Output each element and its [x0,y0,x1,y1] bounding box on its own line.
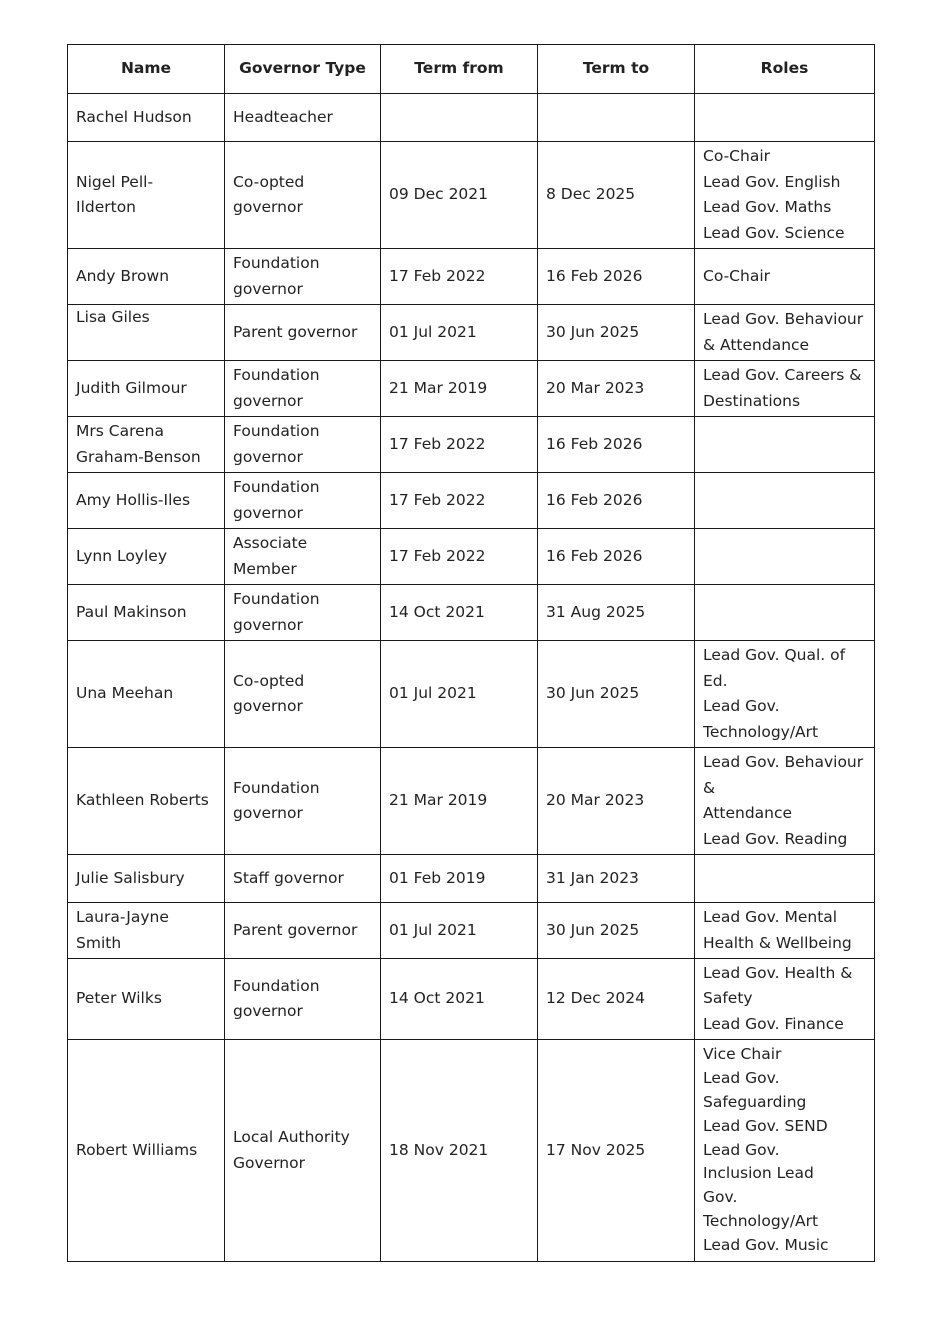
cell-name-line: Robert Williams [76,1140,198,1159]
cell-name-line: Peter Wilks [76,989,162,1008]
cell-roles [695,748,875,855]
cell-roles [695,529,875,585]
cell-term-to: 30 Jun 2025 [538,903,695,959]
cell-governor-type-line: Foundation [233,778,320,797]
cell-roles [695,473,875,529]
cell-roles-line: Gov. [703,1188,738,1207]
cell-name [68,641,225,748]
cell-name-line: Rachel Hudson [76,107,192,126]
cell-governor-type-line: Local Authority [233,1128,350,1146]
cell-name [68,361,225,417]
cell-governor-type-line: Foundation [233,478,320,496]
cell-governor-type-line: Foundation [233,422,320,440]
table-row [68,1040,875,1262]
cell-governor-type-line: Governor [233,1153,305,1172]
cell-roles-line: Inclusion Lead [703,1164,814,1183]
cell-governor-type-line: Co-opted [233,671,305,690]
cell-roles [695,585,875,641]
cell-governor-type-line: governor [233,391,303,410]
table-row [68,305,875,361]
cell-roles [695,94,875,142]
cell-term-from: 21 Mar 2019 [381,748,538,855]
cell-roles-line: Vice Chair [703,1045,782,1064]
table-row [68,529,875,585]
cell-term-from: 01 Jul 2021 [381,305,538,361]
cell-name [68,417,225,473]
cell-name [68,305,225,361]
cell-governor-type-line: Parent governor [233,322,358,341]
table-row [68,142,875,249]
header-governor-type: Governor Type [225,45,381,94]
header-term-to: Term to [538,45,695,94]
cell-name-line: Lisa Giles [76,308,150,326]
cell-term-to: 31 Jan 2023 [538,855,695,903]
header-row [68,45,875,94]
cell-roles-line: Safety [703,989,753,1008]
cell-governor-type [225,641,381,748]
cell-name-line: Smith [76,933,122,952]
cell-term-from: 14 Oct 2021 [381,585,538,641]
cell-roles-line: Lead Gov. [703,697,780,715]
cell-name-line: Laura-Jayne [76,908,169,926]
cell-term-to [538,94,695,142]
cell-term-to: 8 Dec 2025 [538,142,695,249]
cell-name [68,903,225,959]
table-row [68,855,875,903]
cell-term-from: 17 Feb 2022 [381,473,538,529]
table-row [68,959,875,1040]
cell-governor-type [225,305,381,361]
cell-term-to: 30 Jun 2025 [538,641,695,748]
cell-governor-type [225,1040,381,1262]
cell-governor-type-line: governor [233,447,303,466]
cell-roles-line: Lead Gov. Qual. of [703,646,846,664]
cell-roles [695,855,875,903]
table-row [68,473,875,529]
cell-name [68,473,225,529]
cell-term-to: 12 Dec 2024 [538,959,695,1040]
cell-term-from [381,94,538,142]
cell-roles-line: Technology/Art [703,722,819,741]
cell-term-to: 16 Feb 2026 [538,249,695,305]
cell-roles-line: Safeguarding [703,1093,807,1111]
cell-governor-type [225,473,381,529]
table-row [68,903,875,959]
cell-governor-type [225,417,381,473]
cell-name [68,959,225,1040]
header-name: Name [68,45,225,94]
cell-governor-type-line: Associate [233,534,308,552]
cell-governor-type-line: Foundation [233,590,320,608]
cell-roles-line: Lead Gov. [703,1140,780,1159]
cell-term-from: 01 Jul 2021 [381,903,538,959]
cell-governor-type [225,959,381,1040]
cell-roles-line: Health & Wellbeing [703,933,852,952]
cell-name [68,249,225,305]
cell-governor-type-line: Staff governor [233,868,344,887]
cell-term-to: 16 Feb 2026 [538,529,695,585]
header-term-from: Term from [381,45,538,94]
cell-roles [695,641,875,748]
cell-governor-type-line: Parent governor [233,920,358,939]
cell-name [68,1040,225,1262]
cell-roles [695,1040,875,1262]
table-row [68,417,875,473]
cell-governor-type [225,142,381,249]
cell-roles-line: Lead Gov. Science [703,223,845,242]
cell-name-line: Amy Hollis-Iles [76,490,191,509]
cell-term-from: 01 Feb 2019 [381,855,538,903]
cell-name-line: Mrs Carena [76,422,164,440]
cell-term-from: 21 Mar 2019 [381,361,538,417]
cell-governor-type-line: governor [233,1002,303,1020]
table-body [68,94,875,1262]
cell-governor-type-line: governor [233,503,303,522]
cell-governor-type-line: Foundation [233,976,320,995]
cell-roles [695,305,875,361]
cell-governor-type [225,94,381,142]
cell-name-line: Julie Salisbury [76,868,185,887]
cell-roles-line: Lead Gov. Reading [703,829,848,848]
cell-roles-line: Attendance [703,804,793,822]
cell-name [68,529,225,585]
cell-roles [695,959,875,1040]
cell-roles-line: Destinations [703,391,801,410]
cell-roles [695,142,875,249]
cell-roles [695,249,875,305]
cell-roles-line: Lead Gov. Careers & [703,366,862,384]
cell-roles-line: Technology/Art [703,1211,819,1230]
cell-governor-type [225,748,381,855]
cell-term-to: 16 Feb 2026 [538,473,695,529]
cell-term-from: 01 Jul 2021 [381,641,538,748]
cell-roles-line: & [703,778,716,797]
cell-term-from: 14 Oct 2021 [381,959,538,1040]
cell-governor-type [225,529,381,585]
cell-term-to: 20 Mar 2023 [538,361,695,417]
cell-governor-type-line: governor [233,615,303,634]
cell-roles [695,361,875,417]
cell-roles-line: Co-Chair [703,266,771,285]
cell-governor-type-line: governor [233,198,303,216]
cell-name [68,142,225,249]
table-row [68,641,875,748]
cell-governor-type-line: governor [233,804,303,822]
cell-governor-type-line: Co-opted [233,172,305,191]
cell-term-from: 17 Feb 2022 [381,529,538,585]
cell-name-line: Judith Gilmour [76,378,187,397]
table-row [68,249,875,305]
cell-roles [695,417,875,473]
cell-name-line: Kathleen Roberts [76,791,209,810]
cell-term-to: 20 Mar 2023 [538,748,695,855]
governors-table [67,44,875,1262]
cell-governor-type [225,361,381,417]
cell-name-line: Ilderton [76,198,137,216]
cell-governor-type-line: Foundation [233,366,320,384]
cell-governor-type [225,249,381,305]
cell-governor-type [225,903,381,959]
cell-governor-type-line: Headteacher [233,107,333,126]
cell-governor-type-line: governor [233,697,303,715]
table-row [68,748,875,855]
cell-term-to: 31 Aug 2025 [538,585,695,641]
cell-roles-line: Lead Gov. Finance [703,1014,844,1033]
cell-name-line: Andy Brown [76,266,170,285]
cell-term-from: 18 Nov 2021 [381,1040,538,1262]
cell-roles-line: Lead Gov. Music [703,1235,829,1254]
table-row [68,585,875,641]
cell-roles-line: Lead Gov. SEND [703,1116,828,1135]
cell-term-to: 16 Feb 2026 [538,417,695,473]
cell-roles-line: Co-Chair [703,147,771,165]
cell-governor-type-line: Foundation [233,254,320,272]
cell-roles-line: Lead Gov. English [703,172,841,191]
cell-roles-line: Lead Gov. Mental [703,908,838,926]
cell-roles [695,903,875,959]
header-roles: Roles [695,45,875,94]
cell-name [68,855,225,903]
table-row [68,361,875,417]
cell-governor-type-line: governor [233,279,303,298]
cell-term-from: 09 Dec 2021 [381,142,538,249]
cell-roles-line: & Attendance [703,335,810,354]
cell-roles-line: Lead Gov. Behaviour [703,310,864,328]
cell-governor-type [225,585,381,641]
cell-term-from: 17 Feb 2022 [381,417,538,473]
cell-term-to: 17 Nov 2025 [538,1040,695,1262]
cell-name [68,748,225,855]
cell-roles-line: Ed. [703,671,728,690]
cell-name-line: Graham-Benson [76,447,201,466]
cell-roles-line: Lead Gov. [703,1069,780,1088]
cell-roles-line: Lead Gov. Behaviour [703,753,864,771]
cell-term-from: 17 Feb 2022 [381,249,538,305]
cell-roles-line: Lead Gov. Health & [703,963,853,982]
cell-roles-line: Lead Gov. Maths [703,198,832,216]
cell-term-to: 30 Jun 2025 [538,305,695,361]
cell-name [68,94,225,142]
cell-governor-type-line: Member [233,559,297,578]
cell-name-line: Paul Makinson [76,602,187,621]
cell-name [68,585,225,641]
cell-name-line: Una Meehan [76,684,174,703]
cell-governor-type [225,855,381,903]
cell-name-line: Nigel Pell- [76,172,154,191]
table-row [68,94,875,142]
cell-name-line: Lynn Loyley [76,546,167,565]
